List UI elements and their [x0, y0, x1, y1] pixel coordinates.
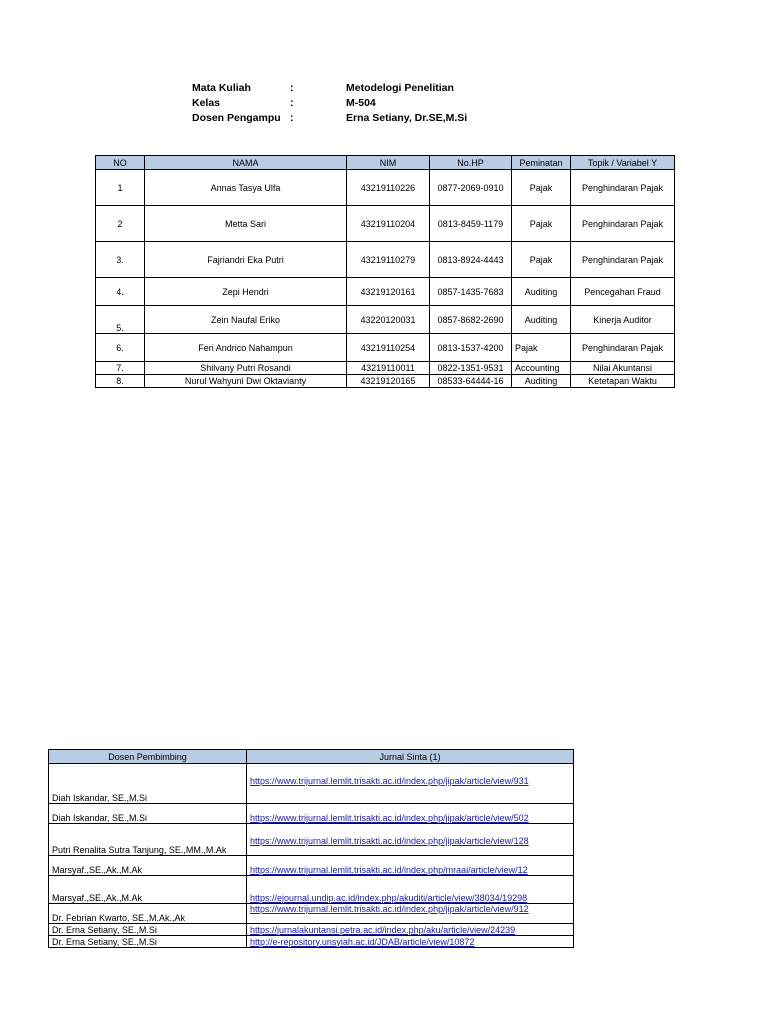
cell-nama: Nurul Wahyuni Dwi Oktavianty	[145, 375, 347, 388]
students-header-row	[96, 156, 675, 170]
colon: :	[290, 82, 294, 94]
lecturer-info-row	[192, 112, 492, 127]
cell-topik: Penghindaran Pajak	[571, 334, 675, 362]
cell-nim: 43219110279	[347, 242, 430, 278]
cell-dosen: Diah Iskandar, SE.,M.Si	[49, 764, 247, 804]
cell-nim: 43219110254	[347, 334, 430, 362]
cell-topik: Penghindaran Pajak	[571, 206, 675, 242]
cell-nama: Zepi Hendri	[145, 278, 347, 306]
cell-peminatan: Pajak	[512, 242, 571, 278]
cell-dosen: Marsyaf.,SE.,Ak.,M.Ak	[49, 856, 247, 876]
journal-link[interactable]: https://www.trijurnal.lemlit.trisakti.ac.id/index.php/jipak/article/view/502	[250, 813, 529, 823]
colon: :	[290, 97, 294, 109]
class-label: Kelas	[192, 97, 221, 109]
cell-peminatan: Auditing	[512, 278, 571, 306]
journal-link[interactable]: http://e-repository.unsyiah.ac.id/JDAB/article/view/10872	[250, 936, 475, 947]
cell-jurnal	[247, 856, 574, 876]
cell-hp: 0813-8924-4443	[430, 242, 512, 278]
cell-topik: Penghindaran Pajak	[571, 242, 675, 278]
cell-nama: Feri Andrico Nahampun	[145, 334, 347, 362]
header-nama: NAMA	[145, 156, 347, 170]
cell-topik: Ketetapan Waktu	[571, 375, 675, 388]
header-no: NO	[96, 156, 145, 170]
journal-link[interactable]: https://www.trijurnal.lemlit.trisakti.ac.id/index.php/jipak/article/view/128	[250, 836, 529, 846]
cell-dosen: Dr. Erna Setiany, SE.,M.Si	[49, 936, 247, 948]
cell-no: 1	[96, 170, 145, 206]
cell-no: 4.	[96, 278, 145, 306]
table-row	[96, 170, 675, 206]
class-value: M-504	[346, 97, 376, 109]
table-row	[96, 375, 675, 388]
cell-peminatan: Pajak	[512, 170, 571, 206]
colon: :	[290, 112, 294, 124]
cell-nama: Fajriandri Eka Putri	[145, 242, 347, 278]
cell-peminatan: Accounting	[512, 362, 571, 375]
header-topik: Topik / Variabel Y	[571, 156, 675, 170]
lecturer-value: Erna Setiany, Dr.SE,M.Si	[346, 112, 468, 124]
cell-no: 3.	[96, 242, 145, 278]
cell-no: 5.	[96, 306, 145, 334]
cell-nama: Zein Naufal Eriko	[145, 306, 347, 334]
journal-link[interactable]: https://ejournal.undip.ac.id/index.php/akuditi/article/view/38034/19298	[250, 893, 528, 903]
cell-nama: Shilvany Putri Rosandi	[145, 362, 347, 375]
cell-nim: 43220120031	[347, 306, 430, 334]
table-row	[49, 856, 574, 876]
class-info-row	[192, 97, 492, 112]
cell-jurnal	[247, 924, 574, 936]
cell-hp: 0877-2069-0910	[430, 170, 512, 206]
header-dosen-pembimbing: Dosen Pembimbing	[49, 750, 247, 764]
table-row	[49, 764, 574, 804]
header-nim: NIM	[347, 156, 430, 170]
cell-nim: 43219120161	[347, 278, 430, 306]
cell-no: 6.	[96, 334, 145, 362]
table-row	[96, 306, 675, 334]
cell-hp: 0813-8459-1179	[430, 206, 512, 242]
table-row	[96, 206, 675, 242]
cell-topik: Penghindaran Pajak	[571, 170, 675, 206]
cell-peminatan: Pajak	[512, 334, 571, 362]
cell-peminatan: Auditing	[512, 306, 571, 334]
course-info	[192, 82, 492, 127]
table-row	[49, 804, 574, 824]
cell-dosen: Dr. Erna Setiany, SE.,M.Si	[49, 924, 247, 936]
table-row	[96, 278, 675, 306]
header-hp: No.HP	[430, 156, 512, 170]
cell-topik: Nilai Akuntansi	[571, 362, 675, 375]
journal-link[interactable]: https://www.trijurnal.lemlit.trisakti.ac.id/index.php/mraai/article/view/12	[250, 865, 528, 875]
cell-nama: Annas Tasya Ulfa	[145, 170, 347, 206]
cell-no: 8.	[96, 375, 145, 388]
journal-link[interactable]: https://www.trijurnal.lemlit.trisakti.ac.id/index.php/jipak/article/view/931	[250, 776, 529, 786]
cell-jurnal	[247, 804, 574, 824]
course-label: Mata Kuliah	[192, 82, 251, 94]
table-row	[49, 924, 574, 936]
cell-peminatan: Auditing	[512, 375, 571, 388]
cell-hp: 0813-1537-4200	[430, 334, 512, 362]
table-row	[96, 362, 675, 375]
cell-jurnal	[247, 876, 574, 904]
lecturer-label: Dosen Pengampu	[192, 112, 281, 124]
cell-hp: 0857-8682-2690	[430, 306, 512, 334]
course-info-row	[192, 82, 492, 97]
header-peminatan: Peminatan	[512, 156, 571, 170]
cell-nama: Metta Sari	[145, 206, 347, 242]
journals-table	[48, 749, 574, 948]
cell-nim: 43219110011	[347, 362, 430, 375]
cell-jurnal	[247, 936, 574, 948]
course-value: Metodelogi Penelitian	[346, 82, 454, 94]
cell-dosen: Dr. Febrian Kwarto, SE.,M.Ak.,Ak	[49, 904, 247, 924]
cell-nim: 43219120165	[347, 375, 430, 388]
table-row	[96, 242, 675, 278]
cell-jurnal	[247, 824, 574, 856]
table-row	[49, 824, 574, 856]
cell-jurnal	[247, 904, 574, 924]
cell-dosen: Putri Renalita Sutra Tanjung, SE.,MM.,M.Ak	[49, 824, 247, 856]
cell-nim: 43219110226	[347, 170, 430, 206]
cell-no: 7.	[96, 362, 145, 375]
header-jurnal-sinta: Jurnal Sinta (1)	[247, 750, 574, 764]
table-row	[49, 876, 574, 904]
journals-header-row	[49, 750, 574, 764]
cell-no: 2	[96, 206, 145, 242]
cell-hp: 08533-64444-16	[430, 375, 512, 388]
cell-hp: 0857-1435-7683	[430, 278, 512, 306]
cell-dosen: Marsyaf.,SE.,Ak.,M.Ak	[49, 876, 247, 904]
journal-link[interactable]: https://jurnalakuntansi.petra.ac.id/index.php/aku/article/view/24239	[250, 924, 516, 935]
cell-nim: 43219110204	[347, 206, 430, 242]
table-row	[49, 904, 574, 924]
cell-jurnal	[247, 764, 574, 804]
journal-link[interactable]: https://www.trijurnal.lemlit.trisakti.ac.id/index.php/jipak/article/view/912	[250, 904, 529, 914]
students-table	[95, 155, 675, 388]
cell-topik: Pencegahan Fraud	[571, 278, 675, 306]
cell-topik: Kinerja Auditor	[571, 306, 675, 334]
cell-dosen: Diah Iskandar, SE.,M.Si	[49, 804, 247, 824]
cell-hp: 0822-1351-9531	[430, 362, 512, 375]
table-row	[96, 334, 675, 362]
cell-peminatan: Pajak	[512, 206, 571, 242]
table-row	[49, 936, 574, 948]
